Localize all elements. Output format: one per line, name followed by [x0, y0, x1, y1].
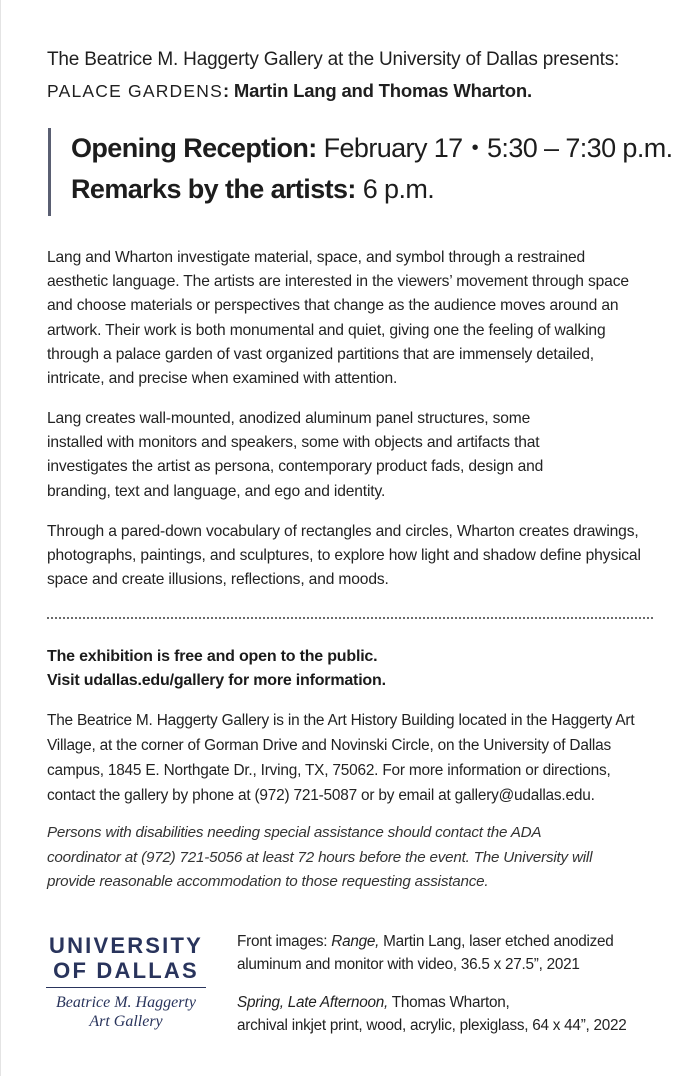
remarks-label: Remarks by the artists:	[71, 174, 356, 204]
opening-reception	[71, 128, 673, 169]
university-logo	[44, 933, 208, 1031]
logo-rule	[46, 987, 206, 988]
credit-prefix: Front images:	[237, 933, 332, 950]
opening-time: 5:30 – 7:30 p.m.	[487, 133, 673, 163]
exhibition-name: PALACE GARDENS	[47, 81, 223, 101]
credit-range-title: Range,	[331, 933, 380, 950]
credit-spring-artist: Thomas Wharton,	[388, 994, 510, 1011]
image-credits	[237, 930, 657, 1037]
intro	[47, 44, 667, 107]
opening-label: Opening Reception:	[71, 133, 317, 163]
free-admission-line: The exhibition is free and open to the public.	[47, 648, 378, 665]
bullet-separator: •	[471, 137, 478, 159]
logo-university: UNIVERSITY	[48, 933, 204, 958]
credit-spring-title: Spring, Late Afternoon,	[237, 994, 389, 1011]
ada-notice: Persons with disabilities needing special assistance should contact the ADA coordinator at (972) 721-5056 at least 72 hours before the event. The University will provide reasonable accommodation to those requesting assistance.	[47, 824, 593, 890]
artist-remarks	[71, 169, 661, 210]
logo-gallery-suffix: Art Gallery	[89, 1013, 163, 1030]
credit-range-artist: Martin Lang, laser etched anodized	[379, 933, 614, 950]
description-paragraph-3: Through a pared-down vocabulary of rectangles and circles, Wharton creates drawings, photographs, paintings, and sculptures, to explore how light and shadow define physical space and create illusions, reflections, and moods.	[47, 523, 641, 589]
description-paragraph-2: Lang creates wall-mounted, anodized aluminum panel structures, some installed with monitors and speakers, some with objects and artifacts that investigates the artist as persona, contemporary product fads, design and branding, text and language, and ego and identity.	[47, 410, 544, 500]
exhibition-artists: : Martin Lang and Thomas Wharton.	[222, 80, 532, 101]
logo-of-dallas: OF DALLAS	[53, 958, 199, 983]
opening-date: February 17	[323, 133, 463, 163]
logo-gallery-name: Beatrice M. Haggerty	[56, 994, 196, 1011]
credit-range-medium: aluminum and monitor with video, 36.5 x 27.5”, 2021	[237, 956, 580, 973]
admission-info	[47, 645, 386, 693]
exhibition-title	[47, 75, 667, 107]
location-paragraph: The Beatrice M. Haggerty Gallery is in the Art History Building located in the Haggerty Art Village, at the corner of Gorman Drive and Novinski Circle, on the University of Dallas campus, 1845 E. Northgate Dr., Irving, TX, 75062. For more information or directions, contact the gallery by phone at (972) 721-5087 or by email at gallery@udallas.edu.	[47, 712, 635, 804]
description-paragraph-1: Lang and Wharton investigate material, space, and symbol through a restrained aesthetic language. The artists are interested in the viewers’ movement through space and choose materials or perspectives that change as the audience moves around an artwork. Their work is both monumental and quiet, giving one the feeling of walking through a palace garden of vast organized partitions that are immensely detailed, intricate, and precise when examined with attention.	[47, 249, 629, 388]
dotted-divider	[47, 617, 653, 619]
credit-spring-medium: archival inkjet print, wood, acrylic, plexiglass, 64 x 44”, 2022	[237, 1017, 627, 1034]
presenter-line: The Beatrice M. Haggerty Gallery at the University of Dallas presents:	[47, 49, 620, 70]
website-line: Visit udallas.edu/gallery for more information.	[47, 672, 386, 689]
reception-block	[48, 128, 673, 216]
page-edge	[0, 0, 1, 1076]
credit-spring	[237, 991, 657, 1037]
remarks-time: 6 p.m.	[362, 174, 435, 204]
credit-range	[237, 930, 657, 976]
